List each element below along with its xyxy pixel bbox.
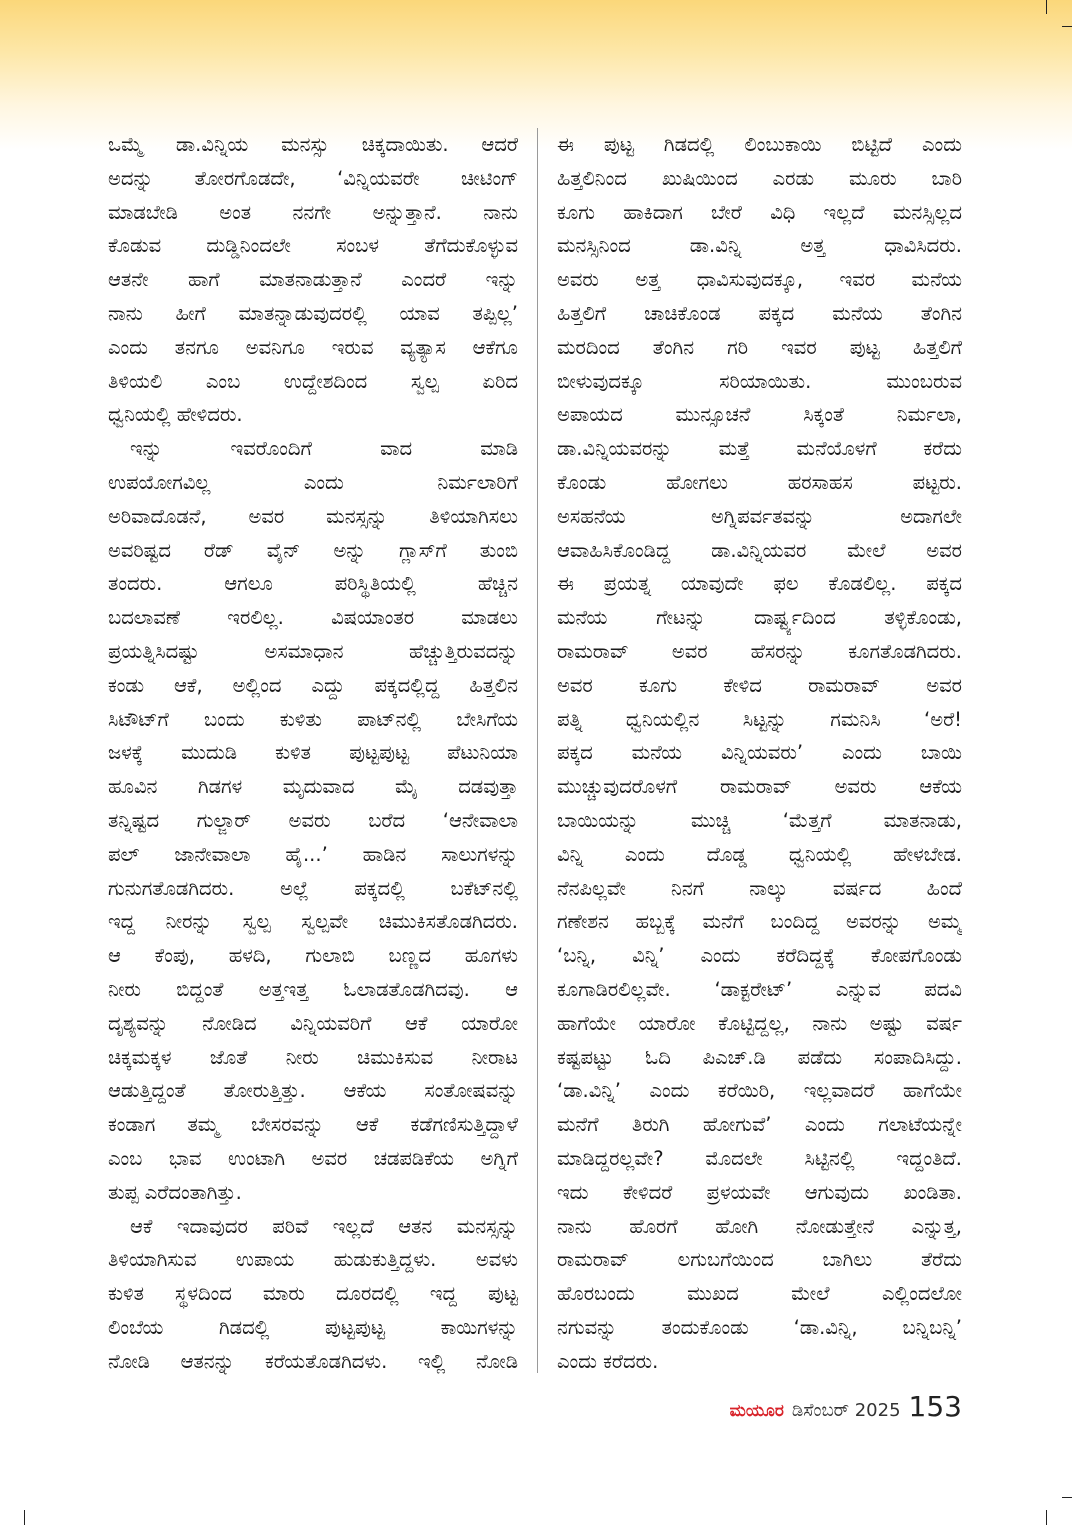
text-line: ಪತ್ನಿ ಧ್ವನಿಯಲ್ಲಿನ ಸಿಟ್ಟನ್ನು ಗಮನಿಸಿ ‘ಅರೆ! <box>557 707 962 731</box>
text-line: ಮುಚ್ಚುವುದರೊಳಗೆ ರಾಮರಾವ್ ಅವರು ಆಕೆಯ <box>557 775 962 799</box>
text-line: ಕಂಡು ಆಕೆ, ಅಲ್ಲಿಂದ ಎದ್ದು ಪಕ್ಕದಲ್ಲಿದ್ದ ಹಿತ್ತಲಿನ <box>108 673 518 697</box>
text-line: ಅಪಾಯದ ಮುನ್ಸೂಚನೆ ಸಿಕ್ಕಂತೆ ನಿರ್ಮಲಾ, <box>557 403 962 427</box>
text-line: ಮಾಡಬೇಡಿ ಅಂತ ನನಗೇ ಅನ್ನುತ್ತಾನೆ. ನಾನು <box>108 200 518 224</box>
text-line: ಮರದಿಂದ ತೆಂಗಿನ ಗರಿ ಇವರ ಪುಟ್ಟ ಹಿತ್ತಲಿಗೆ <box>557 335 962 359</box>
text-line: ಇನ್ನು ಇವರೊಂದಿಗೆ ವಾದ ಮಾಡಿ <box>130 437 518 461</box>
text-line: ಎಂದು ಕರೆದರು. <box>557 1349 659 1373</box>
text-line: ಕುಳಿತ ಸ್ಥಳದಿಂದ ಮಾರು ದೂರದಲ್ಲಿ ಇದ್ದ ಪುಟ್ಟ <box>108 1282 518 1306</box>
text-line: ನಗುವನ್ನು ತಂದುಕೊಂಡು ‘ಡಾ.ವಿನ್ನಿ, ಬನ್ನಿಬನ್ನಿ’ <box>557 1315 962 1339</box>
paragraph <box>108 1210 518 1379</box>
text-line: ಹೊರಬಂದು ಮುಖದ ಮೇಲೆ ಎಲ್ಲಿಂದಲೋ <box>557 1282 962 1306</box>
text-line: ತಿಳಿಯಲಿ ಎಂಬ ಉದ್ದೇಶದಿಂದ ಸ್ವಲ್ಪ ಏರಿದ <box>108 369 518 393</box>
text-line: ಅಸಹನೆಯ ಅಗ್ನಿಪರ್ವತವನ್ನು ಅದಾಗಲೇ <box>557 504 962 528</box>
text-line: ಈ ಪುಟ್ಟ ಗಿಡದಲ್ಲಿ ಲಿಂಬುಕಾಯಿ ಬಿಟ್ಟಿದೆ ಎಂದು <box>557 133 962 156</box>
text-line: ಎಂದು ತನಗೂ ಅವನಿಗೂ ಇರುವ ವ್ಯತ್ಯಾಸ ಆಕೆಗೂ <box>108 335 518 359</box>
text-line: ನೀರು ಬಿದ್ದಂತೆ ಅತ್ತಇತ್ತ ಓಲಾಡತೊಡಗಿದವು. ಆ <box>108 977 518 1001</box>
text-line: ಕೂಗು ಹಾಕಿದಾಗ ಬೇರೆ ವಿಧಿ ಇಲ್ಲದೆ ಮನಸ್ಸಿಲ್ಲದ <box>557 200 962 224</box>
text-line: ನಾನು ಹೊರಗೆ ಹೋಗಿ ನೋಡುತ್ತೇನೆ ಎನ್ನುತ್ತ, <box>557 1214 962 1238</box>
text-line: ಧ್ವನಿಯಲ್ಲಿ ಹೇಳಿದರು. <box>108 403 243 427</box>
text-line: ತಂದರು. ಆಗಲೂ ಪರಿಸ್ಥಿತಿಯಲ್ಲಿ ಹೆಚ್ಚಿನ <box>108 572 518 596</box>
text-line: ಒಮ್ಮೆ ಡಾ.ವಿನ್ನಿಯ ಮನಸ್ಸು ಚಿಕ್ಕದಾಯಿತು. ಆದರೆ <box>108 133 518 156</box>
crop-mark <box>24 1510 25 1525</box>
column-divider <box>537 128 538 1373</box>
text-line: ಉಪಯೋಗವಿಲ್ಲ ಎಂದು ನಿರ್ಮಲಾರಿಗೆ <box>108 470 518 494</box>
text-line: ಕೊಡುವ ದುಡ್ಡಿನಿಂದಲೇ ಸಂಬಳ ತೆಗೆದುಕೊಳ್ಳುವ <box>108 234 518 258</box>
issue-date: ಡಿಸೆಂಬರ್ 2025 <box>791 1400 901 1421</box>
text-line: ಆಕೆ ಇದಾವುದರ ಪರಿವೆ ಇಲ್ಲದೆ ಆತನ ಮನಸ್ಸನ್ನು <box>130 1214 518 1238</box>
text-line: ಈ ಪ್ರಯತ್ನ ಯಾವುದೇ ಫಲ ಕೊಡಲಿಲ್ಲ. ಪಕ್ಕದ <box>557 572 962 596</box>
paragraph <box>108 432 518 1209</box>
text-line: ಕಷ್ಟಪಟ್ಟು ಓದಿ ಪಿಎಚ್.ಡಿ ಪಡೆದು ಸಂಪಾದಿಸಿದ್ದು. <box>557 1045 962 1069</box>
text-line: ಡಾ.ವಿನ್ನಿಯವರನ್ನು ಮತ್ತೆ ಮನೆಯೊಳಗೆ ಕರೆದು <box>557 437 962 461</box>
page-number: 153 <box>908 1390 962 1423</box>
text-line: ಚಿಕ್ಕಮಕ್ಕಳ ಜೊತೆ ನೀರು ಚಿಮುಕಿಸುವ ನೀರಾಟ <box>108 1045 518 1069</box>
text-line: ಕೂಗಾಡಿರಲಿಲ್ಲವೇ. ‘ಡಾಕ್ಟರೇಟ್’ ಎನ್ನುವ ಪದವಿ <box>557 977 962 1001</box>
text-line: ಅವರು ಅತ್ತ ಧಾವಿಸುವುದಕ್ಕೂ, ಇವರ ಮನೆಯ <box>557 268 962 292</box>
text-line: ಮನಸ್ಸಿನಿಂದ ಡಾ.ವಿನ್ನಿ ಅತ್ತ ಧಾವಿಸಿದರು. <box>557 234 962 258</box>
text-line: ಪ್ರಯತ್ನಿಸಿದಷ್ಟು ಅಸಮಾಧಾನ ಹೆಚ್ಚುತ್ತಿರುವದನ್ನು <box>108 639 518 663</box>
text-line: ಅದನ್ನು ತೋರಗೊಡದೇ, ‘ವಿನ್ನಿಯವರೇ ಚೀಟಿಂಗ್ <box>108 166 518 190</box>
text-line: ಹಾಗೆಯೇ ಯಾರೋ ಕೊಟ್ಟಿದ್ದಲ್ಲ, ನಾನು ಅಷ್ಟು ವರ್ಷ <box>557 1011 962 1035</box>
page-footer <box>730 1390 962 1423</box>
text-line: ನೋಡಿ ಆತನನ್ನು ಕರೆಯತೊಡಗಿದಳು. ಇಲ್ಲಿ ನೋಡಿ <box>108 1349 518 1373</box>
text-line: ಆ ಕೆಂಪು, ಹಳದಿ, ಗುಲಾಬಿ ಬಣ್ಣದ ಹೂಗಳು <box>108 944 518 968</box>
text-line: ಪಲ್ ಜಾನೇವಾಲಾ ಹೈ...’ ಹಾಡಿನ ಸಾಲುಗಳನ್ನು <box>108 842 518 866</box>
text-line: ಕಂಡಾಗ ತಮ್ಮ ಬೇಸರವನ್ನು ಆಕೆ ಕಡೆಗಣಿಸುತ್ತಿದ್ದಾಳೆ <box>108 1113 518 1137</box>
text-line: ಮನೆಗೆ ತಿರುಗಿ ಹೋಗುವೆ’ ಎಂದು ಗಲಾಟೆಯನ್ನೇ <box>557 1113 962 1137</box>
text-line: ಎಂಬ ಭಾವ ಉಂಟಾಗಿ ಅವರ ಚಡಪಡಿಕೆಯ ಅಗ್ನಿಗೆ <box>108 1146 518 1170</box>
text-line: ಆಡುತ್ತಿದ್ದಂತೆ ತೋರುತ್ತಿತ್ತು. ಆಕೆಯ ಸಂತೋಷವನ್ನು <box>108 1079 518 1103</box>
text-line: ಅರಿವಾದೊಡನೆ, ಅವರ ಮನಸ್ಸನ್ನು ತಿಳಿಯಾಗಿಸಲು <box>108 504 518 528</box>
text-line: ‘ಬನ್ನಿ, ವಿನ್ನಿ’ ಎಂದು ಕರೆದಿದ್ದಕ್ಕೆ ಕೋಪಗೊಂಡು <box>557 944 962 968</box>
text-line: ಅವರ ಕೂಗು ಕೇಳಿದ ರಾಮರಾವ್ ಅವರ <box>557 673 962 697</box>
crop-mark <box>1046 0 1047 14</box>
text-line: ಹಿತ್ತಲಿನಿಂದ ಖುಷಿಯಿಂದ ಎರಡು ಮೂರು ಬಾರಿ <box>557 166 962 190</box>
text-line: ‘ಡಾ.ವಿನ್ನಿ’ ಎಂದು ಕರೆಯಿರಿ, ಇಲ್ಲವಾದರೆ ಹಾಗೆಯೇ <box>557 1079 962 1103</box>
text-line: ಕೊಂಡು ಹೋಗಲು ಹರಸಾಹಸ ಪಟ್ಟರು. <box>557 470 962 494</box>
crop-mark <box>1046 1510 1047 1525</box>
text-line: ರಾಮರಾವ್ ಲಗುಬಗೆಯಿಂದ ಬಾಗಿಲು ತೆರೆದು <box>557 1248 962 1272</box>
text-line: ಗುನುಗತೊಡಗಿದರು. ಅಲ್ಲೆ ಪಕ್ಕದಲ್ಲಿ ಬಕೆಟ್‌ನಲ್ಲಿ <box>108 876 518 900</box>
text-line: ಇದು ಕೇಳಿದರೆ ಪ್ರಳಯವೇ ಆಗುವುದು ಖಂಡಿತಾ. <box>557 1180 962 1204</box>
text-line: ತನ್ನಿಷ್ಟದ ಗುಲ್ಜಾರ್ ಅವರು ಬರೆದ ‘ಆನೇವಾಲಾ <box>108 808 518 832</box>
crop-mark <box>1062 26 1072 27</box>
text-line: ಜಳಕ್ಕೆ ಮುದುಡಿ ಕುಳಿತ ಪುಟ್ಟಪುಟ್ಟ ಪೆಟುನಿಯಾ <box>108 741 518 765</box>
paragraph <box>108 128 518 432</box>
text-line: ಪಕ್ಕದ ಮನೆಯ ವಿನ್ನಿಯವರು’ ಎಂದು ಬಾಯಿ <box>557 741 962 765</box>
text-line: ಆವಾಹಿಸಿಕೊಂಡಿದ್ದ ಡಾ.ವಿನ್ನಿಯವರ ಮೇಲೆ ಅವರ <box>557 538 962 562</box>
text-line: ಗಣೇಶನ ಹಬ್ಬಕ್ಕೆ ಮನೆಗೆ ಬಂದಿದ್ದ ಅವರನ್ನು ಅಮ್ಮ <box>557 910 962 934</box>
text-line: ಮಾಡಿದ್ದರಲ್ಲವೇ? ಮೊದಲೇ ಸಿಟ್ಟಿನಲ್ಲಿ ಇದ್ದಂತಿದೆ. <box>557 1146 962 1170</box>
text-line: ದೃಶ್ಯವನ್ನು ನೋಡಿದ ವಿನ್ನಿಯವರಿಗೆ ಆಕೆ ಯಾರೋ <box>108 1011 518 1035</box>
text-line: ಅವರಿಷ್ಟದ ರೆಡ್ ವೈನ್ ಅನ್ನು ಗ್ಲಾಸ್‌ಗೆ ತುಂಬಿ <box>108 538 518 562</box>
text-line: ವಿನ್ನಿ ಎಂದು ದೊಡ್ಡ ಧ್ವನಿಯಲ್ಲಿ ಹೇಳಬೇಡ. <box>557 842 962 866</box>
paragraph <box>557 128 962 1378</box>
text-line: ಬಾಯಿಯನ್ನು ಮುಚ್ಚಿ ‘ಮೆತ್ತಗೆ ಮಾತನಾಡು, <box>557 808 962 832</box>
text-line: ಸಿಟೌಟ್‌ಗೆ ಬಂದು ಕುಳಿತು ಪಾಟ್‌ನಲ್ಲಿ ಬೇಸಿಗೆಯ <box>108 707 518 731</box>
text-line: ಬೀಳುವುದಕ್ಕೂ ಸರಿಯಾಯಿತು. ಮುಂಬರುವ <box>557 369 962 393</box>
text-line: ಇದ್ದ ನೀರನ್ನು ಸ್ವಲ್ಪ ಸ್ವಲ್ಪವೇ ಚಿಮುಕಿಸತೊಡಗಿದರು. <box>108 910 518 934</box>
text-line: ನಾನು ಹೀಗೆ ಮಾತನ್ನಾಡುವುದರಲ್ಲಿ ಯಾವ ತಪ್ಪಿಲ್ಲ’ <box>108 301 518 325</box>
article-column-left <box>108 128 518 1378</box>
text-line: ಬದಲಾವಣೆ ಇರಲಿಲ್ಲ. ವಿಷಯಾಂತರ ಮಾಡಲು <box>108 606 518 630</box>
crop-mark <box>1062 1497 1072 1498</box>
text-line: ನೆನಪಿಲ್ಲವೇ ನಿನಗೆ ನಾಲ್ಕು ವರ್ಷದ ಹಿಂದೆ <box>557 876 962 900</box>
text-line: ಹೂವಿನ ಗಿಡಗಳ ಮೃದುವಾದ ಮೈ ದಡವುತ್ತಾ <box>108 775 518 799</box>
text-line: ಹಿತ್ತಲಿಗೆ ಚಾಚಿಕೊಂಡ ಪಕ್ಕದ ಮನೆಯ ತೆಂಗಿನ <box>557 301 962 325</box>
text-line: ರಾಮರಾವ್ ಅವರ ಹೆಸರನ್ನು ಕೂಗತೊಡಗಿದರು. <box>557 639 962 663</box>
text-line: ಆತನೇ ಹಾಗೆ ಮಾತನಾಡುತ್ತಾನೆ ಎಂದರೆ ಇನ್ನು <box>108 268 518 292</box>
text-line: ಲಿಂಬೆಯ ಗಿಡದಲ್ಲಿ ಪುಟ್ಟಪುಟ್ಟ ಕಾಯಿಗಳನ್ನು <box>108 1315 518 1339</box>
text-line: ತುಪ್ಪ ಎರೆದಂತಾಗಿತ್ತು. <box>108 1180 242 1204</box>
article-column-right <box>557 128 962 1378</box>
magazine-logo: ಮಯೂರ <box>729 1401 784 1421</box>
text-line: ತಿಳಿಯಾಗಿಸುವ ಉಪಾಯ ಹುಡುಕುತ್ತಿದ್ದಳು. ಅವಳು <box>108 1248 518 1272</box>
text-line: ಮನೆಯ ಗೇಟನ್ನು ದಾರ್ಷ್ಟ್ಯದಿಂದ ತಳ್ಳಿಕೊಂಡು, <box>557 606 962 630</box>
